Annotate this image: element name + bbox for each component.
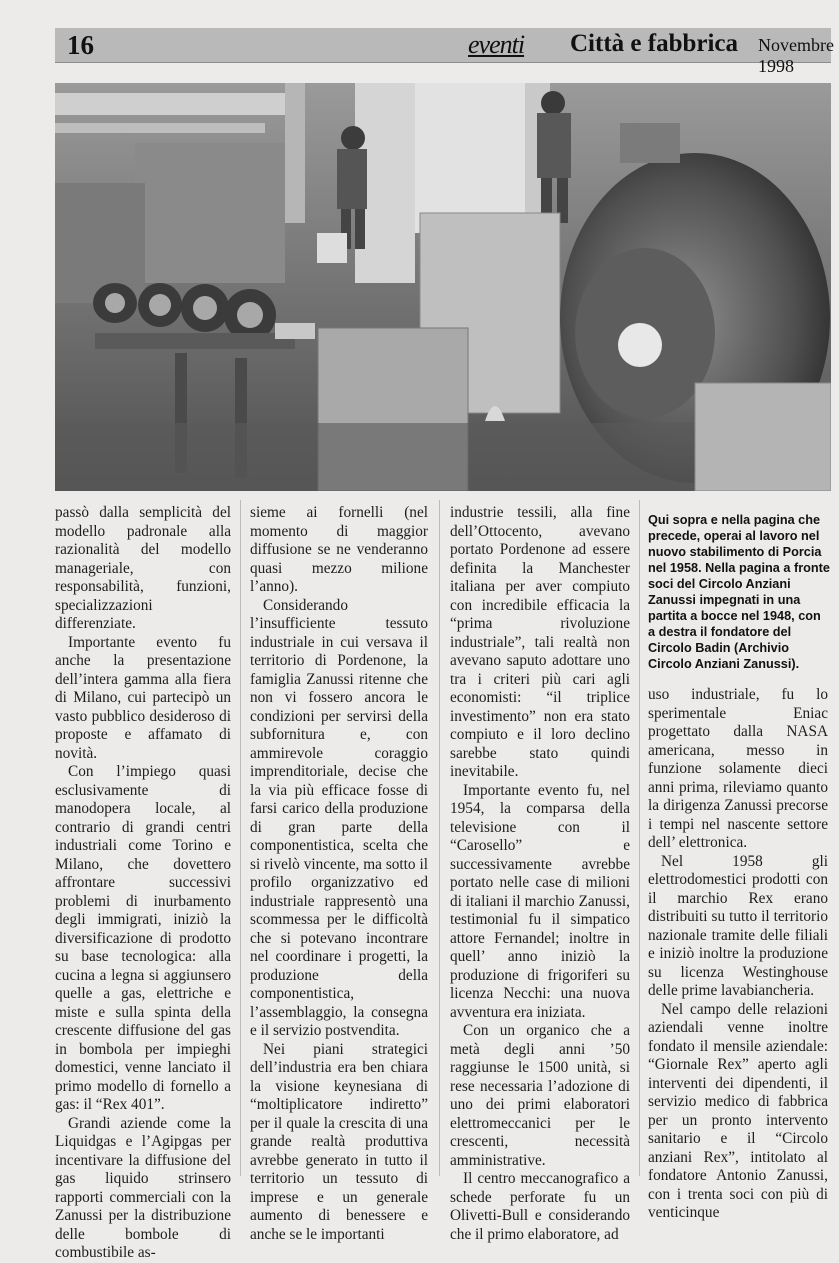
paragraph: Importante evento fu, nel 1954, la comparsa della televisione con il “Carosello” e successivamente avrebbe portato nelle case di milioni di italiani il marchio Zanussi, testimonial fu il simpatico attore Fernandel; inoltre in quell’ anno iniziò la produzione di frigoriferi su licenza Necchi: una nuova avventura era iniziata. bbox=[450, 781, 630, 1021]
paragraph: Grandi aziende come la Liquidgas e l’Agipgas per incentivare la diffusione del gas liquido strinsero rapporti commerciali con la Zanussi per la distribuzione delle bombole di combustibile as- bbox=[55, 1114, 231, 1261]
article-column-1 bbox=[55, 504, 231, 1263]
article-column-2 bbox=[250, 504, 428, 1244]
column-divider bbox=[439, 500, 440, 1176]
article-column-3 bbox=[450, 504, 630, 1244]
magazine-logo: eventi bbox=[468, 30, 525, 59]
article-column-4 bbox=[648, 686, 828, 1223]
column-divider bbox=[240, 500, 241, 1176]
paragraph: industrie tessili, alla fine dell’Ottocento, avevano portato Pordenone ad essere definita la Manchester italiana per aver compiuto con incredibile efficacia la “prima rivoluzione industriale”, tali realtà non avevano saputo adottare uno tra i criteri più cari agli economisti: “il triplice investimento” non era stato compiuto e il loro declino sarebbe stato quindi inevitabile. bbox=[450, 504, 630, 780]
column-divider bbox=[639, 500, 640, 1176]
paragraph: passò dalla semplicità del modello padronale alla razionalità del modello manageriale, con responsabilità, funzioni, specializzazioni differenziate. bbox=[55, 504, 231, 632]
paragraph: sieme ai fornelli (nel momento di maggior diffusione se ne venderanno quasi mezzo milione l’anno). bbox=[250, 504, 428, 595]
paragraph: Con l’impiego quasi esclusivamente di manodopera locale, al contrario di grandi centri industriali come Torino e Milano, che dovettero affrontare successivi problemi di inurbamento degli immigrati, iniziò la diversificazione di prodotto su base tecnologica: alla cucina a legna si aggiunsero quelle a gas, elettriche e miste e sulla spinta della crescente diffusione del gas in bombola per impieghi domestici, venne lanciato il primo modello di fornello a gas: il “Rex 401”. bbox=[55, 763, 231, 1113]
factory-photo-icon bbox=[55, 83, 831, 491]
paragraph: uso industriale, fu lo sperimentale Eniac progettato dalla NASA americana, messo in funzione solamente dieci anni prima, rileviamo quanto la dirigenza Zanussi precorse i tempi nel nascente settore dell’ elettronica. bbox=[648, 686, 828, 851]
paragraph: Il centro meccanografico a schede perforate fu un Olivetti-Bull e considerando che il primo elaboratore, ad bbox=[450, 1170, 630, 1243]
paragraph: Con un organico che a metà degli anni ’50 raggiunse le 1500 unità, si rese necessaria l’adozione di uno dei primi elaboratori elettromeccanici per le crescenti, necessità amministrative. bbox=[450, 1022, 630, 1169]
page-header bbox=[55, 28, 834, 76]
photo-caption: Qui sopra e nella pagina che precede, operai al lavoro nel nuovo stabilimento di Porcia nel 1958. Nella pagina a fronte soci del Circolo Anziani Zanussi impegnati in una partita a bocce nel 1948, con a destra il fondatore del Circolo Badin (Archivio Circolo Anziani Zanussi). bbox=[648, 513, 830, 671]
page-number: 16 bbox=[67, 30, 94, 60]
paragraph: Importante evento fu anche la presentazione dell’intera gamma alla fiera di Milano, cui partecipò un vasto pubblico desideroso di proposte e affamato di novità. bbox=[55, 633, 231, 762]
paragraph: Nel 1958 gli elettrodomestici prodotti con il marchio Rex erano distribuiti su tutto il territorio nazionale tramite delle filiali e iniziò inoltre la produzione su licenza Westinghouse delle prime lavabiancheria. bbox=[648, 852, 828, 999]
section-title: Città e fabbrica bbox=[570, 30, 739, 57]
paragraph: Considerando l’insufficiente tessuto industriale in cui versava il territorio di Pordenone, la famiglia Zanussi ritenne che non vi fossero ancora le condizioni per servirsi della subfornitura e, con ammirevole coraggio imprenditoriale, decise che la via più efficace fosse di farsi carico della produzione di gran parte della componentistica, scelta che si rivelò vincente, ma sotto il profilo organizzativo ed industriale rappresentò una scommessa per le difficoltà che si potevano incontrare nel coordinare i progetti, la produzione della componentistica, l’assemblaggio, la consegna e il servizio postvendita. bbox=[250, 596, 428, 1039]
issue-date: Novembre 1998 bbox=[758, 35, 834, 76]
factory-photo bbox=[55, 83, 831, 491]
paragraph: Nel campo delle relazioni aziendali venne inoltre fondato il mensile aziendale: “Giornale Rex” aperto agli interventi dei dipendenti, il servizio medico di fabbrica per un pronto intervento sanitario e il “Circolo anziani Rex”, intitolato al fondatore Antonio Zanussi, con i trenta soci con più di venticinque bbox=[648, 1000, 828, 1221]
paragraph: Nei piani strategici dell’industria era ben chiara la visione keynesiana di “moltiplicatore indiretto” per il quale la crescita di una grande realtà produttiva avrebbe generato in tutto il territorio un tessuto di imprese e un generale aumento di benessere e anche se le importanti bbox=[250, 1040, 428, 1243]
